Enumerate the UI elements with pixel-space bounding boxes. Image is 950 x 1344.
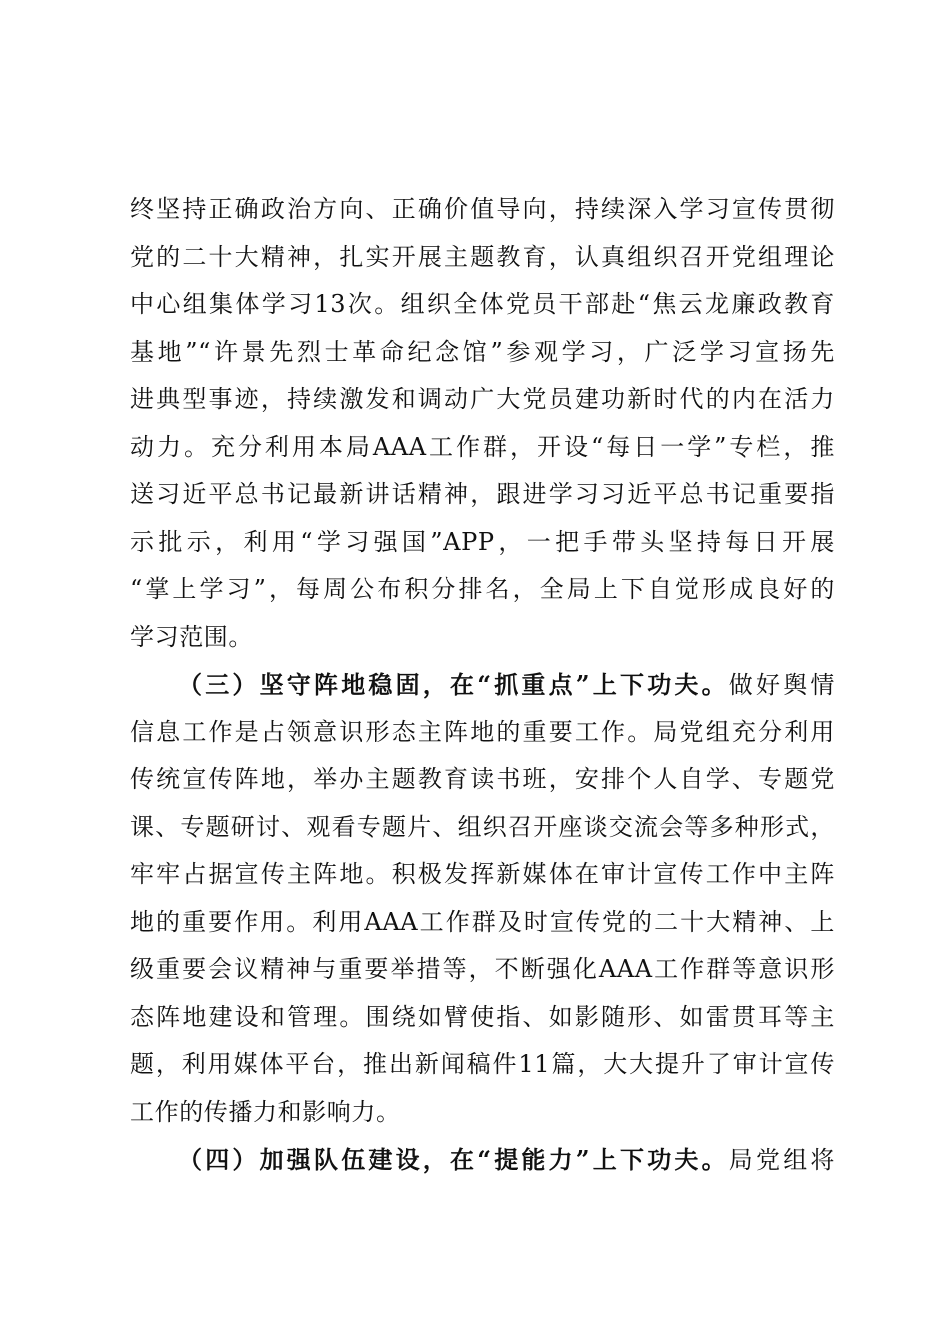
document-body [130,186,835,1184]
text-line: 学习范围。 [130,622,253,651]
text-line: 态阵地建设和管理。围绕如臂使指、如影随形、如雷贯耳等主 [130,1002,835,1031]
text-line: 送习近平总书记最新讲话精神，跟进学习习近平总书记重要指 [130,480,835,508]
text-line: 基地”“许景先烈士革命纪念馆”参观学习，广泛学习宣扬先 [130,337,835,366]
text-line: 工作的传播力和影响力。 [130,1097,401,1126]
text-run: 局党组将 [728,1146,835,1174]
text-line: 中心组集体学习13次。组织全体党员干部赴“焦云龙廉政教育 [130,290,835,318]
paragraph-first-line [130,1136,835,1184]
text-line: “掌上学习”，每周公布积分排名，全局上下自觉形成良好的 [130,575,835,603]
text-line: 党的二十大精神，扎实开展主题教育，认真组织召开党组理论 [130,242,835,271]
text-run: 做好舆情 [728,671,835,699]
text-line: 级重要会议精神与重要举措等，不断强化AAA工作群等意识形 [130,955,835,983]
text-line: 终坚持正确政治方向、正确价值导向，持续深入学习宣传贯彻 [130,195,835,223]
text-line: 课、专题研讨、观看专题片、组织召开座谈交流会等多种形式， [130,812,835,841]
paragraph-first-line [130,661,835,709]
text-line: 示批示，利用“学习强国”APP，一把手带头坚持每日开展 [130,527,835,556]
text-line: 题，利用媒体平台，推出新闻稿件11篇，大大提升了审计宣传 [130,1050,835,1078]
section-heading: （三）坚守阵地稳固，在“抓重点”上下功夫。 [178,670,729,699]
text-line: 进典型事迹，持续激发和调动广大党员建功新时代的内在活力 [130,385,835,413]
text-line: 动力。充分利用本局AAA工作群，开设“每日一学”专栏，推 [130,432,835,461]
text-line: 传统宣传阵地，举办主题教育读书班，安排个人自学、专题党 [130,765,835,793]
text-line: 牢牢占据宣传主阵地。积极发挥新媒体在审计宣传工作中主阵 [130,860,835,888]
section-heading: （四）加强队伍建设，在“提能力”上下功夫。 [178,1145,729,1174]
text-line: 信息工作是占领意识形态主阵地的重要工作。局党组充分利用 [130,717,835,746]
text-line: 地的重要作用。利用AAA工作群及时宣传党的二十大精神、上 [130,907,835,936]
